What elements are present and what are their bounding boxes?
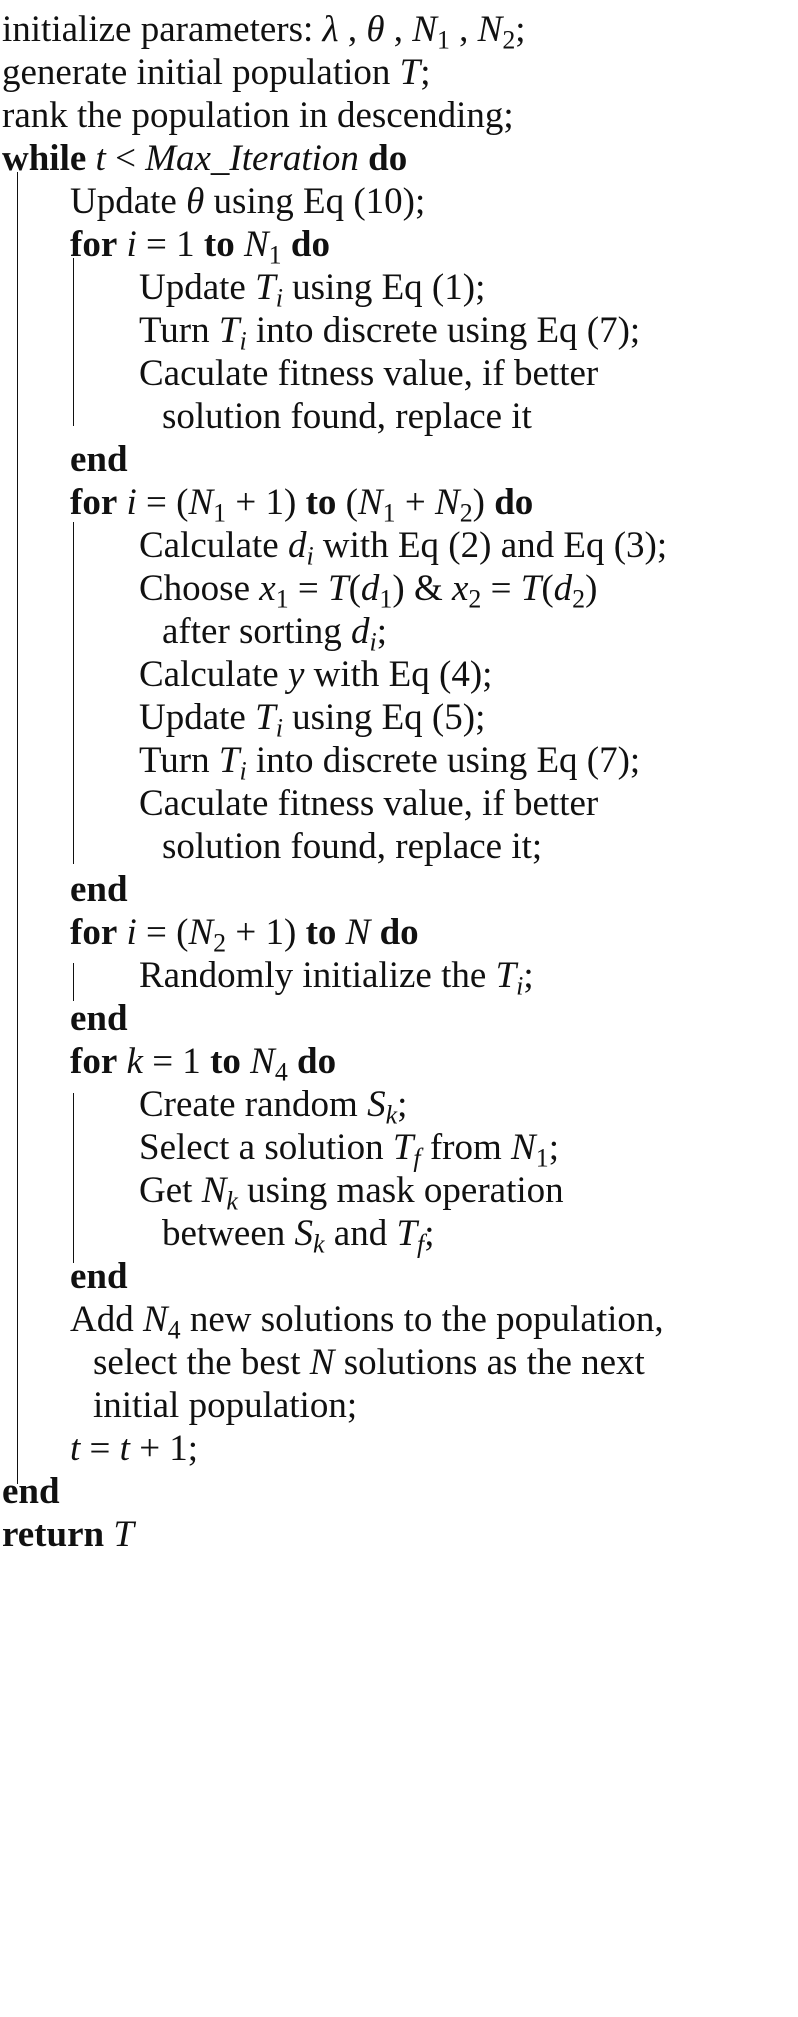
t-symbol: T [255,697,276,738]
s-symbol: S [294,1213,314,1254]
paren-open: ( [345,482,358,523]
for-block-3-bar [73,963,74,1001]
eq1-text: using Eq (1); [292,267,486,308]
algo-line-5 [70,182,425,222]
algo-line-21 [70,870,128,910]
semicolon: ; [548,1127,559,1168]
while-block-bar [17,172,18,1484]
n-symbol: N [188,912,214,953]
fitness-text: Caculate fitness value, if better [139,783,599,824]
algo-line-24 [70,999,128,1039]
replace-text: solution found, replace it [162,396,532,437]
plus-one: + 1) [235,482,297,523]
x-symbol: x [451,568,469,609]
s-subscript: k [385,1100,398,1130]
equals: = [490,568,512,609]
n-symbol: N [243,224,269,265]
population-symbol: T [113,1514,134,1555]
add-text: Add [70,1299,134,1340]
return-keyword: return [2,1514,105,1555]
do-keyword: do [379,912,419,953]
end-keyword: end [70,439,128,480]
algo-line-33 [93,1386,357,1426]
eq5-text: using Eq (5); [292,697,486,738]
do-keyword: do [297,1041,337,1082]
eq-one: = 1 [152,1041,201,1082]
theta-symbol: θ [186,181,205,222]
x-subscript: 2 [468,584,482,614]
update-text: Update [139,267,246,308]
algo-line-23 [139,955,534,1001]
replace-text: solution found, replace it; [162,826,543,867]
d-subscript: i [306,541,314,571]
select-text: Select a solution [139,1127,384,1168]
ampersand: & [413,568,443,609]
initial-population-text: initial population; [93,1385,358,1426]
n-subscript: k [226,1186,238,1216]
algo-line-8 [139,310,641,356]
equals: = [297,568,319,609]
create-text: Create random [139,1084,358,1125]
n-symbol: N [511,1127,536,1168]
calculate-text: Calculate [139,525,279,566]
t-symbol: T [255,267,276,308]
algo-line-26 [139,1084,408,1130]
n-subscript: 1 [382,498,396,528]
t-symbol: t [70,1428,81,1469]
t-symbol: T [392,1127,414,1168]
d-subscript: 1 [379,584,393,614]
eq-open: = ( [146,482,189,523]
for-block-4-bar [73,1093,74,1263]
and-text: and [333,1213,388,1254]
n-symbol: N [309,1342,335,1383]
algo-line-27 [139,1127,559,1173]
choose-text: Choose [139,568,250,609]
n-symbol: N [435,482,460,523]
n-subscript: 2 [459,498,473,528]
t-symbol: T [218,740,240,781]
update-text: Update [139,697,246,738]
turn-text: Turn [139,740,210,781]
select-best-text: select the best [93,1342,301,1383]
t-symbol: T [396,1213,418,1254]
less-than: < [115,138,136,179]
d-subscript: 2 [572,584,586,614]
to-keyword: to [210,1041,241,1082]
algo-line-28 [139,1170,564,1216]
d-symbol: d [553,568,573,609]
lambda-symbol: λ [322,9,339,50]
end-keyword: end [70,869,128,910]
t-subscript: i [275,713,283,743]
while-keyword: while [2,138,87,179]
algo-line-9 [139,354,598,394]
plus-one: + 1) [235,912,297,953]
new-solutions-text: new solutions to the population, [189,1299,664,1340]
for-keyword: for [70,224,118,265]
n-symbol: N [250,1041,275,1082]
n-subscript: 4 [274,1057,288,1087]
between-text: between [162,1213,286,1254]
algo-line-36 [2,1515,134,1555]
n-symbol: N [188,482,214,523]
s-symbol: S [367,1084,386,1125]
do-keyword: do [494,482,534,523]
eq10-text: using Eq (10); [213,181,426,222]
semicolon: ; [376,611,388,652]
semicolon: ; [523,955,534,996]
discrete-text: into discrete using Eq (7); [255,310,641,351]
eq-open: = ( [146,912,189,953]
algo-line-25 [70,1041,337,1087]
randomly-text: Randomly initialize the [139,955,487,996]
y-symbol: y [287,654,305,695]
algo-line-11 [70,440,128,480]
paren-close: ) [585,568,598,609]
do-keyword: do [368,138,408,179]
calculate-text: Calculate [139,654,279,695]
algo-line-1: initialize parameters: λ , θ , $N_1$ , $N_2$; [2,9,526,55]
t-subscript: i [516,971,524,1001]
i-symbol: i [126,224,137,265]
for-keyword: for [70,1041,118,1082]
t-symbol: T [520,568,542,609]
from-text: from [429,1127,502,1168]
eq4-text: with Eq (4); [313,654,493,695]
t-subscript: f [417,1229,425,1259]
n-subscript: 4 [167,1315,181,1345]
algo-line-16 [139,655,492,695]
paren-open: ( [541,568,554,609]
equals: = [89,1428,111,1469]
n-symbol: N [345,912,371,953]
next-text: solutions as the next [343,1342,645,1383]
fitness-text: Caculate fitness value, if better [139,353,599,394]
do-keyword: do [290,224,330,265]
n-symbol: N [201,1170,227,1211]
algo-line-20 [162,827,542,867]
x-symbol: x [259,568,276,609]
algo-line-14 [139,568,598,614]
paren-close: ) [472,482,485,523]
for-keyword: for [70,912,118,953]
for-keyword: for [70,482,118,523]
d-symbol: d [287,525,307,566]
s-subscript: k [313,1229,325,1259]
semicolon: ; [424,1213,435,1254]
rank-text: rank the population in descending; [2,95,514,136]
algo-line-17 [139,697,486,743]
to-keyword: to [305,482,337,523]
get-text: Get [139,1170,193,1211]
semicolon: ; [397,1084,408,1125]
max-iteration: Max_Iteration [145,138,359,179]
theta-symbol: θ [366,9,385,50]
for-block-2-bar [73,522,74,864]
n2-symbol: N [477,9,503,50]
i-symbol: i [126,482,137,523]
x-subscript: 1 [275,584,289,614]
algo-line-12 [70,482,534,528]
to-keyword: to [203,224,235,265]
i-symbol: i [126,912,137,953]
algo-line-10 [162,397,532,437]
n-subscript: 1 [535,1143,549,1173]
eq-one: = 1 [146,224,195,265]
end-keyword: end [70,1256,128,1297]
algo-line-18 [139,740,641,786]
t-symbol: T [328,568,349,609]
t-subscript: f [413,1143,421,1173]
t-subscript: i [239,326,247,356]
turn-text: Turn [139,310,210,351]
t-subscript: i [275,283,283,313]
end-keyword: end [70,998,128,1039]
population-symbol: T [399,52,421,93]
end-keyword: end [2,1471,60,1512]
init-text: initialize parameters: [2,9,314,50]
n2-subscript: 2 [502,25,516,55]
algo-line-30 [70,1257,128,1297]
t-symbol: t [95,138,106,179]
algo-line-29 [162,1213,435,1259]
plus-one: + 1; [139,1428,199,1469]
algo-line-31 [70,1299,664,1345]
algo-line-7 [139,267,486,313]
n-subscript: 1 [268,240,282,270]
n1-subscript: 1 [436,25,450,55]
to-keyword: to [305,912,337,953]
n-subscript: 1 [213,498,227,528]
k-symbol: k [126,1041,143,1082]
discrete-text: into discrete using Eq (7); [255,740,641,781]
algo-line-6 [70,224,330,270]
mask-text: using mask operation [247,1170,564,1211]
update-text: Update [70,181,177,222]
t-symbol: t [119,1428,130,1469]
algo-line-3 [2,96,514,136]
generate-text: generate initial population [2,52,391,93]
t-subscript: i [239,756,247,786]
plus: + [404,482,426,523]
algo-line-22 [70,912,419,958]
algo-line-19 [139,784,598,824]
t-symbol: T [218,310,240,351]
d-symbol: d [360,568,380,609]
paren-open: ( [348,568,361,609]
algo-line-34 [70,1429,198,1469]
algo-line-4 [2,139,407,179]
t-symbol: T [495,955,517,996]
d-symbol: d [351,611,370,652]
n-symbol: N [142,1299,168,1340]
for-block-1-bar [73,258,74,426]
algo-line-35 [2,1472,60,1512]
algo-line-15 [162,611,388,657]
paren-close: ) [392,568,405,609]
n1-symbol: N [412,9,437,50]
n-subscript: 2 [213,928,227,958]
n-symbol: N [357,482,383,523]
algo-line-32 [93,1343,645,1383]
eq23-text: with Eq (2) and Eq (3); [322,525,668,566]
algo-line-13 [139,525,668,571]
sorting-text: after sorting [162,611,342,652]
algo-line-2: generate initial population T; [2,52,431,93]
d-subscript: i [369,627,377,657]
